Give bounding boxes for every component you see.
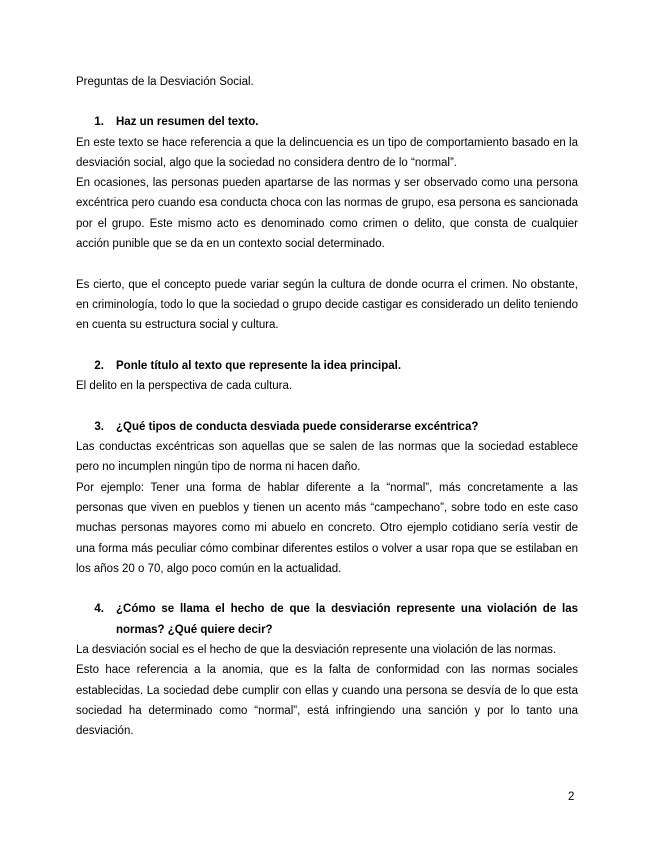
answer-paragraph: En ocasiones, las personas pueden apartarse de las normas y ser observado como una persona excéntrica pero cuando esa conducta choca con las normas de grupo, esa persona es sancionada por el grupo. Este mismo acto es denominado como crimen o delito, que consta de cualquier acción punible que se da en un contexto social determinado. xyxy=(76,177,578,251)
answer-paragraph: Las conductas excéntricas son aquellas que se salen de las normas que la sociedad establece pero no incumplen ningún tipo de norma ni hacen daño. xyxy=(76,441,578,474)
section-3 xyxy=(76,417,578,579)
answer-paragraph: El delito en la perspectiva de cada cultura. xyxy=(76,380,293,393)
answer-paragraph: Por ejemplo: Tener una forma de hablar diferente a la “normal”, más concretamente a las personas que viven en pueblos y tienen un acento más “campechano”, sobre todo en este caso muchas personas mayores como mi abuelo en concreto. Otro ejemplo cotidiano sería vestir de una forma más peculiar cómo combinar diferentes estilos o volver a usar ropa que se estilaban en los años 20 o 70, algo poco común en la actualidad. xyxy=(76,481,578,575)
question-1 xyxy=(76,112,578,132)
section-4 xyxy=(76,599,578,741)
question-3 xyxy=(76,417,578,437)
question-text: Haz un resumen del texto. xyxy=(116,116,259,129)
question-text: ¿Qué tipos de conducta desviada puede considerarse excéntrica? xyxy=(116,420,479,433)
answer-paragraph: Esto hace referencia a la anomia, que es la falta de conformidad con las normas sociales establecidas. La sociedad debe cumplir con ellas y cuando una persona se desvía de lo que esta sociedad ha determinado como “normal”, está infringiendo una sanción y por lo tanto una desviación. xyxy=(76,664,578,738)
question-2 xyxy=(76,356,578,376)
document-header: Preguntas de la Desviación Social. xyxy=(76,76,254,88)
answer-paragraph: Es cierto, que el concepto puede variar según la cultura de donde ocurra el crimen. No obstante, en criminología, todo lo que la sociedad o grupo decide castigar es considerado un delito teniendo en cuenta su estructura social y cultura. xyxy=(76,278,578,332)
question-number: 3. xyxy=(94,420,104,433)
question-4 xyxy=(76,599,578,640)
page-number: 2 xyxy=(568,791,575,803)
question-number: 4. xyxy=(94,603,104,616)
question-text: Ponle título al texto que represente la idea principal. xyxy=(116,359,402,372)
question-number: 1. xyxy=(94,116,104,129)
section-2 xyxy=(76,356,578,397)
document-page xyxy=(76,72,578,742)
answer-paragraph: La desviación social es el hecho de que la desviación represente una violación de las normas. xyxy=(76,644,557,657)
question-text: ¿Cómo se llama el hecho de que la desviación represente una violación de las normas? ¿Qué quiere decir? xyxy=(116,603,578,636)
answer-paragraph: En este texto se hace referencia a que la delincuencia es un tipo de comportamiento basado en la desviación social, algo que la sociedad no considera dentro de lo “normal”. xyxy=(76,136,578,169)
question-number: 2. xyxy=(94,359,104,372)
section-1 xyxy=(76,112,578,335)
